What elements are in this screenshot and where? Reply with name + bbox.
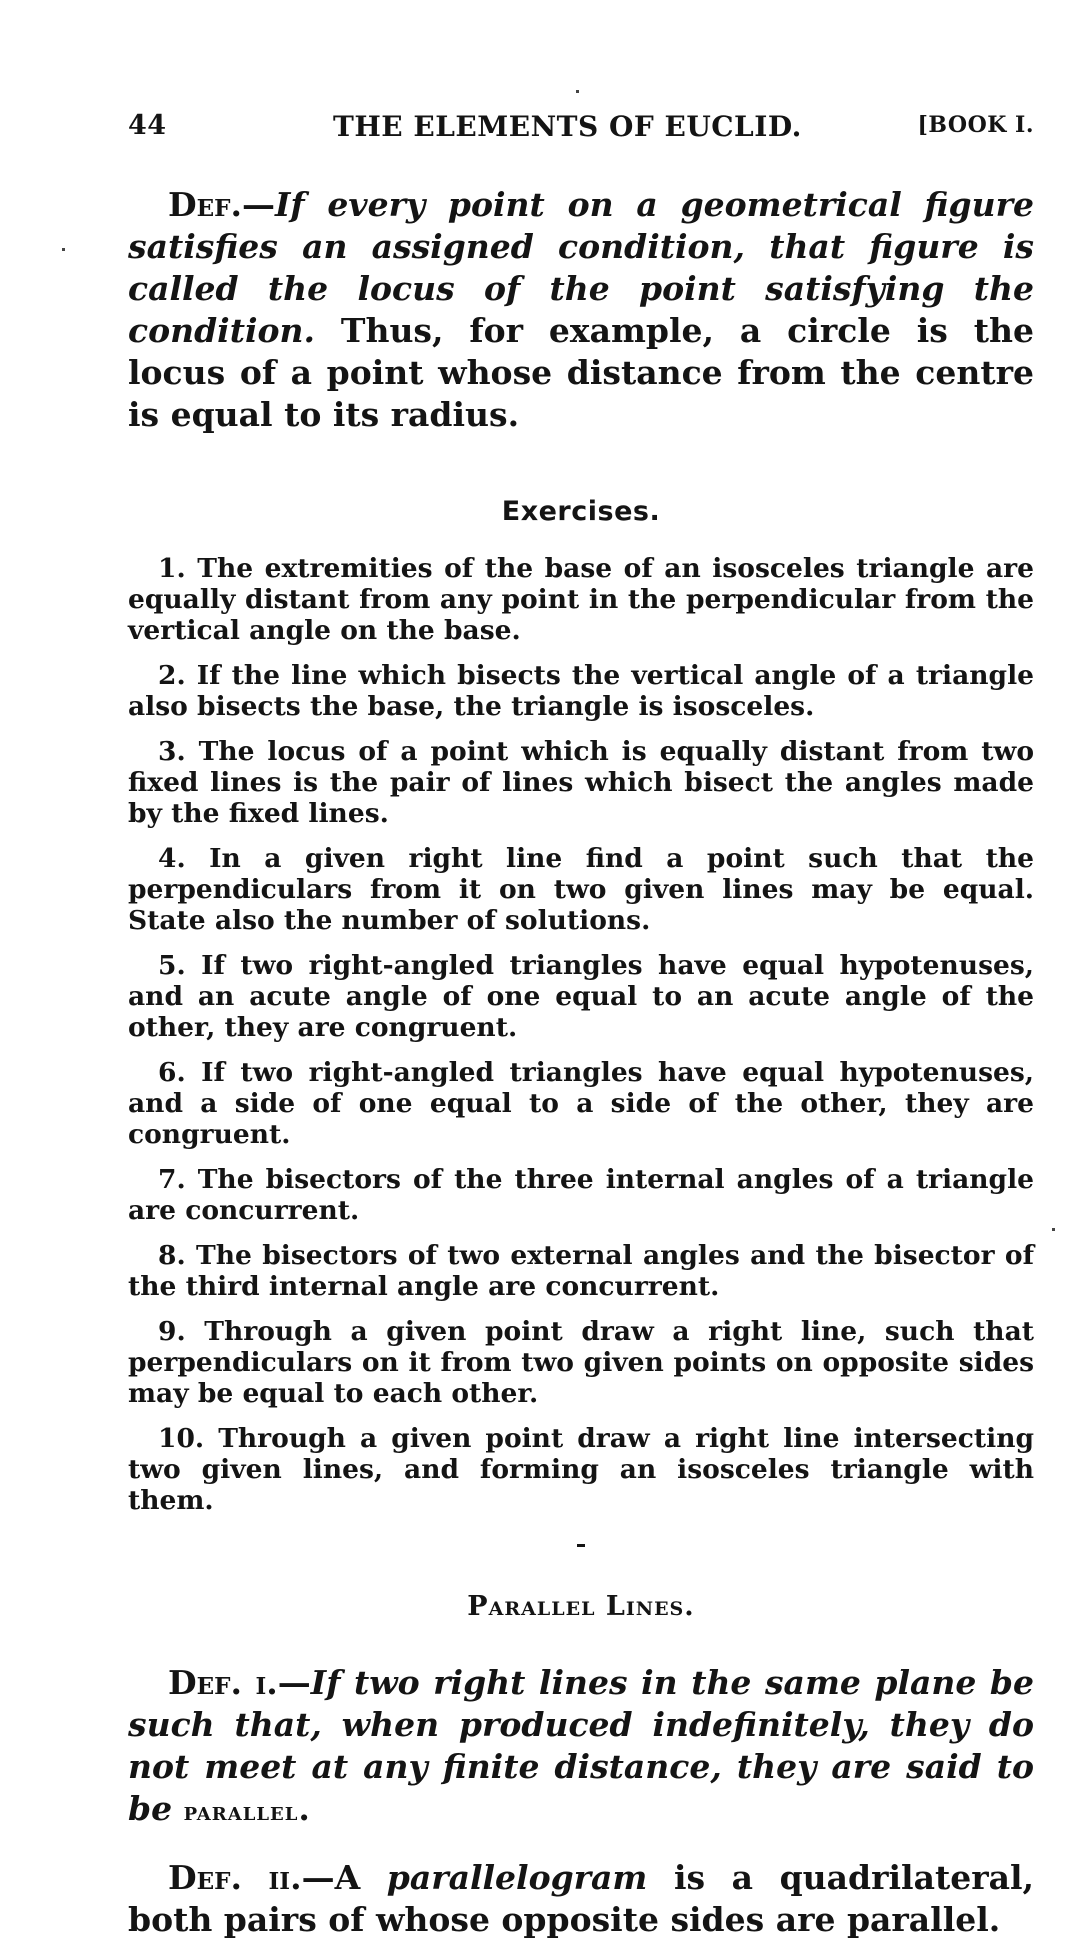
exercise-item — [128, 1057, 1034, 1150]
exercise-number: 6. — [158, 1057, 186, 1088]
exercise-number: 10. — [158, 1423, 205, 1454]
exercise-list — [128, 553, 1034, 1516]
def-ii-dash: —A — [301, 1858, 387, 1897]
exercise-item — [128, 843, 1034, 936]
exercise-text: The locus of a point which is equally distant from two fixed lines is the pair of lines which bisect the angles made by the fixed lines. — [128, 736, 1034, 829]
exercise-item — [128, 950, 1034, 1043]
exercise-number: 1. — [158, 553, 186, 584]
book-marker: [BOOK I. — [917, 112, 1034, 138]
exercise-item — [128, 660, 1034, 722]
def-label: Def. — [168, 185, 242, 224]
exercise-number: 9. — [158, 1316, 186, 1347]
page-number: 44 — [128, 110, 167, 141]
exercise-text: If two right-angled triangles have equal hypotenuses, and a side of one equal to a side of the other, they are congruent. — [128, 1057, 1034, 1150]
exercise-number: 5. — [158, 950, 186, 981]
exercise-item — [128, 553, 1034, 646]
def-i-dash: — — [277, 1663, 311, 1702]
def-i-italic: If two right lines in the same plane be such that, when produced indefinitely, they do not meet at any finite distance, they are said to be — [128, 1663, 1034, 1828]
running-title: THE ELEMENTS OF EUCLID. — [333, 110, 802, 143]
section-separator — [577, 1544, 585, 1547]
exercise-number: 8. — [158, 1240, 186, 1271]
def-i-label: Def. i. — [168, 1663, 278, 1702]
locus-def-italic: If every point on a geometrical figure satisfies an assigned condition, that figure is called the locus of the point satisfying the condition. — [128, 185, 1034, 350]
def-ii-text: is a quadrilateral, both pairs of whose opposite sides are parallel. — [128, 1858, 1034, 1939]
exercise-text: In a given right line find a point such that the perpendiculars from it on two given lines may be equal. State also the number of solutions. — [128, 843, 1034, 936]
running-head — [128, 102, 1034, 148]
parallelogram-term: parallelogram — [386, 1858, 648, 1897]
exercise-item — [128, 1316, 1034, 1409]
book-page — [128, 102, 1034, 1941]
exercise-text: The extremities of the base of an isosceles triangle are equally distant from any point in the perpendicular from the vertical angle on the base. — [128, 553, 1034, 646]
exercise-text: If two right-angled triangles have equal hypotenuses, and an acute angle of one equal to an acute angle of the other, they are congruent. — [128, 950, 1034, 1043]
definition-parallel — [128, 1662, 1034, 1833]
exercise-text: If the line which bisects the vertical angle of a triangle also bisects the base, the triangle is isosceles. — [128, 660, 1034, 722]
exercise-item — [128, 1423, 1034, 1516]
exercise-number: 2. — [158, 660, 186, 691]
exercise-number: 3. — [158, 736, 186, 767]
parallel-lines-heading: Parallel Lines. — [467, 1591, 695, 1622]
exercises-heading: Exercises. — [501, 496, 661, 527]
exercise-item — [128, 736, 1034, 829]
page-speck-right — [1052, 1228, 1055, 1231]
exercise-text: Through a given point draw a right line intersecting two given lines, and forming an isosceles triangle with them. — [128, 1423, 1034, 1516]
exercise-number: 7. — [158, 1164, 186, 1195]
page-speck-left — [62, 248, 65, 251]
def-i-end: . — [298, 1789, 310, 1828]
exercise-item — [128, 1164, 1034, 1226]
parallel-term: parallel — [183, 1797, 299, 1827]
page-speck-top — [576, 90, 579, 93]
def-ii-label: Def. ii. — [168, 1858, 302, 1897]
exercise-number: 4. — [158, 843, 186, 874]
locus-def-example: Thus, for example, a circle is the locus of a point whose distance from the centre is equal to its radius. — [128, 311, 1034, 434]
definition-parallelogram — [128, 1857, 1034, 1941]
exercise-text: Through a given point draw a right line, such that perpendiculars on it from two given points on opposite sides may be equal to each other. — [128, 1316, 1034, 1409]
exercise-text: The bisectors of two external angles and the bisector of the third internal angle are concurrent. — [128, 1240, 1034, 1302]
locus-definition — [128, 184, 1034, 436]
def-dash: — — [241, 185, 275, 224]
exercise-text: The bisectors of the three internal angles of a triangle are concurrent. — [128, 1164, 1034, 1226]
exercise-item — [128, 1240, 1034, 1302]
